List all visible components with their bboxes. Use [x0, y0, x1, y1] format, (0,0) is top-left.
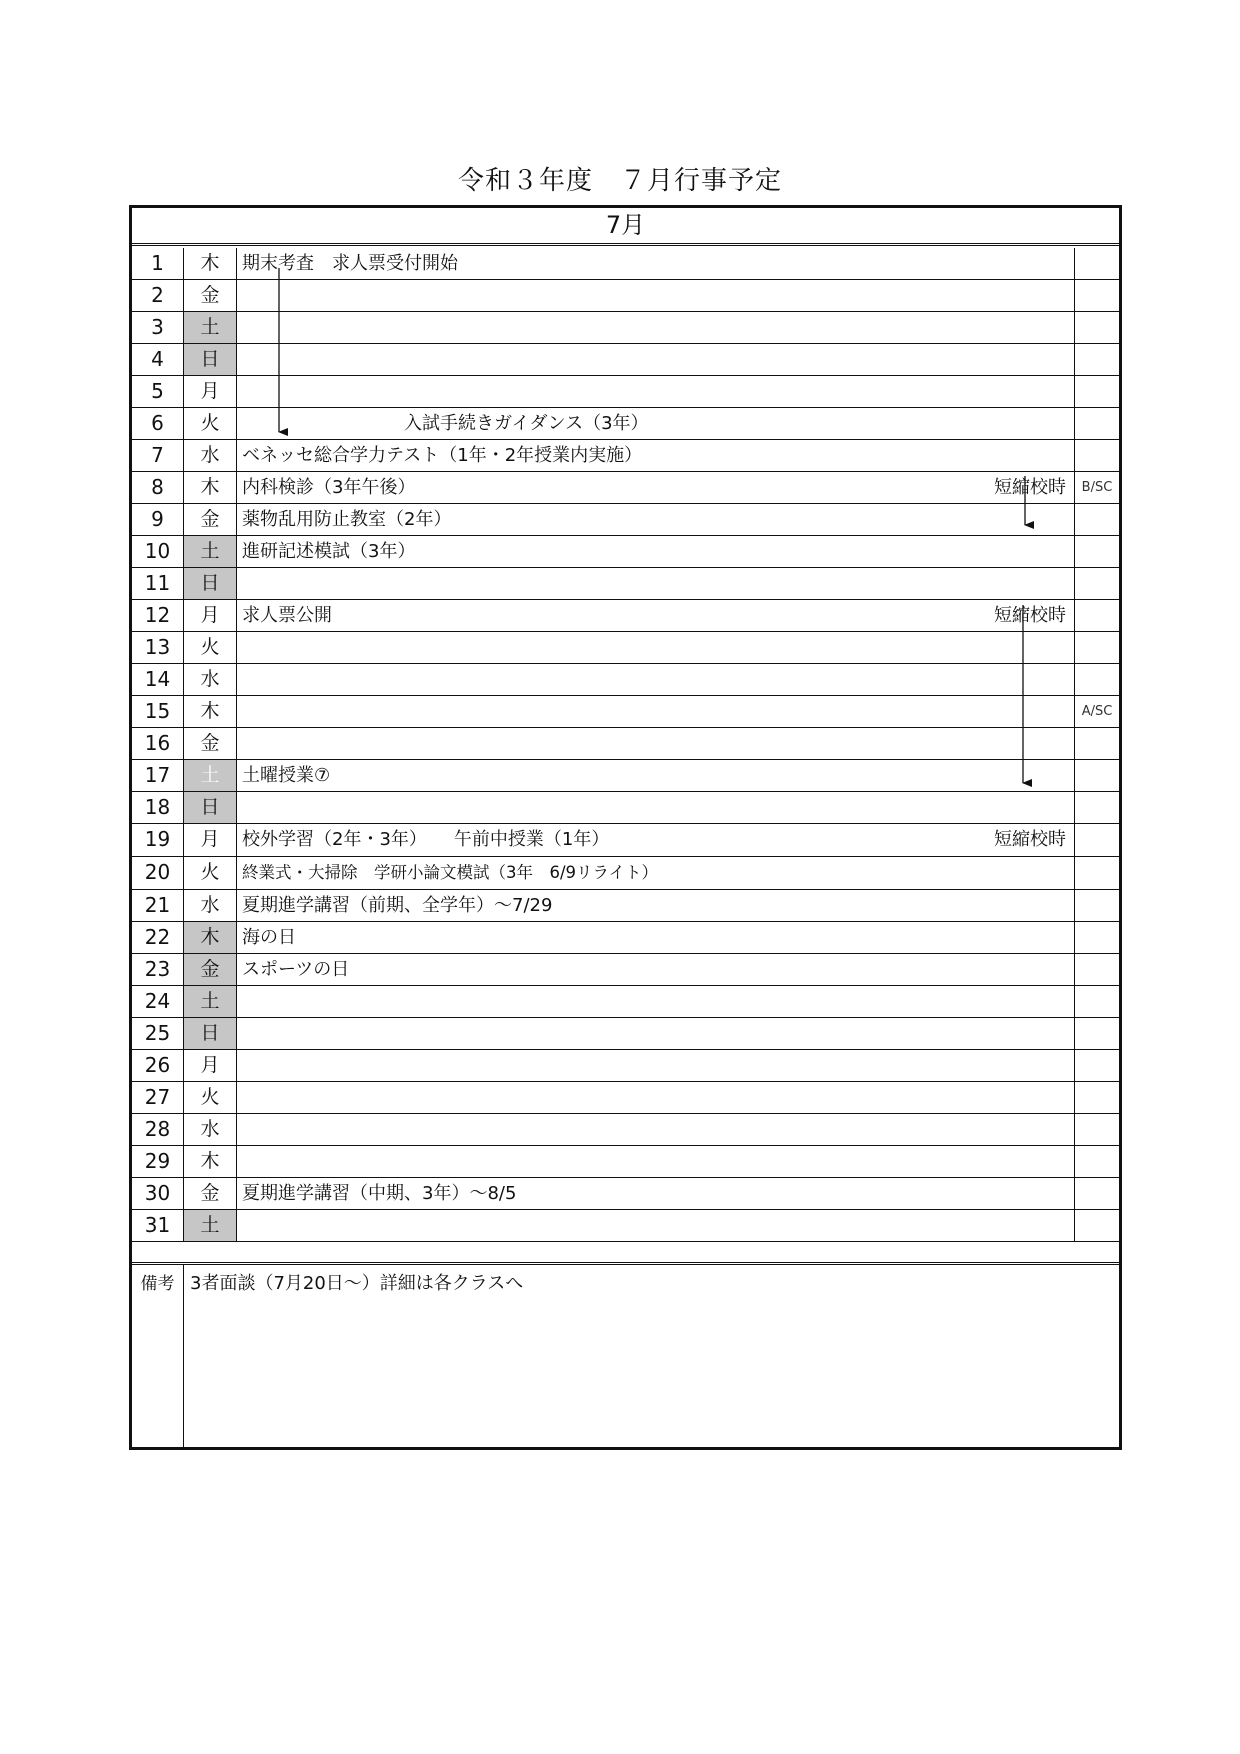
weekday: 水 — [184, 890, 237, 921]
note-cell: B/SC — [1081, 480, 1113, 495]
day-number: 25 — [132, 1018, 184, 1049]
arrow-layer — [132, 208, 1119, 1262]
weekday: 水 — [184, 440, 237, 471]
event-text: 海の日 — [242, 927, 296, 948]
weekday: 土 — [184, 312, 237, 343]
weekday: 木 — [184, 1146, 237, 1177]
event-text: ベネッセ総合学力テスト（1年・2年授業内実施） — [242, 445, 643, 466]
day-number: 23 — [132, 954, 184, 985]
schedule-table — [129, 205, 1122, 1450]
day-number: 14 — [132, 664, 184, 695]
remarks-text: 3者面談（7月20日～）詳細は各クラスへ — [190, 1273, 524, 1294]
weekday: 日 — [184, 344, 237, 375]
weekday: 日 — [184, 1018, 237, 1049]
day-number: 24 — [132, 986, 184, 1017]
day-number: 3 — [132, 312, 184, 343]
weekday: 火 — [184, 632, 237, 663]
shortened-schedule-label: 短縮校時 — [994, 605, 1066, 626]
event-text: 夏期進学講習（中期、3年）～8/5 — [242, 1183, 517, 1204]
day-number: 30 — [132, 1178, 184, 1209]
day-number: 1 — [132, 248, 184, 279]
day-number: 8 — [132, 472, 184, 503]
weekday: 日 — [184, 792, 237, 823]
weekday: 木 — [184, 472, 237, 503]
weekday: 土 — [184, 760, 237, 791]
event-text: スポーツの日 — [242, 959, 350, 980]
day-number: 29 — [132, 1146, 184, 1177]
day-number: 19 — [132, 824, 184, 856]
day-number: 26 — [132, 1050, 184, 1081]
shortened-schedule-label: 短縮校時 — [994, 477, 1066, 498]
month-header: 7月 — [132, 208, 1119, 244]
event-text: 入試手続きガイダンス（3年） — [242, 413, 649, 434]
weekday: 月 — [184, 1050, 237, 1081]
event-text: 薬物乱用防止教室（2年） — [242, 509, 452, 530]
day-number: 9 — [132, 504, 184, 535]
weekday: 金 — [184, 280, 237, 311]
event-text: 期末考査 求人票受付開始 — [242, 253, 458, 274]
weekday: 土 — [184, 986, 237, 1017]
day-number: 17 — [132, 760, 184, 791]
weekday: 土 — [184, 1210, 237, 1241]
document-title: 令和３年度 ７月行事予定 — [457, 166, 782, 196]
day-number: 10 — [132, 536, 184, 567]
day-number: 31 — [132, 1210, 184, 1241]
event-text: 求人票公開 — [242, 605, 332, 626]
weekday: 火 — [184, 1082, 237, 1113]
day-number: 6 — [132, 408, 184, 439]
day-number: 27 — [132, 1082, 184, 1113]
remarks-label: 備考 — [132, 1265, 184, 1450]
event-text: 終業式・大掃除 学研小論文模試（3年 6/9リライト） — [242, 863, 659, 882]
weekday: 金 — [184, 954, 237, 985]
weekday: 月 — [184, 824, 237, 856]
day-number: 11 — [132, 568, 184, 599]
event-text: 校外学習（2年・3年） 午前中授業（1年） — [242, 829, 610, 850]
weekday: 水 — [184, 664, 237, 695]
event-text: 土曜授業⑦ — [242, 765, 331, 786]
day-number: 2 — [132, 280, 184, 311]
weekday: 土 — [184, 536, 237, 567]
day-number: 18 — [132, 792, 184, 823]
day-number: 4 — [132, 344, 184, 375]
weekday: 金 — [184, 1178, 237, 1209]
day-number: 21 — [132, 890, 184, 921]
weekday: 金 — [184, 728, 237, 759]
note-cell: A/SC — [1081, 704, 1113, 719]
remarks-section — [132, 1262, 1119, 1450]
day-number: 7 — [132, 440, 184, 471]
shortened-schedule-label: 短縮校時 — [994, 829, 1066, 850]
weekday: 月 — [184, 600, 237, 631]
day-number: 5 — [132, 376, 184, 407]
day-number: 15 — [132, 696, 184, 727]
day-number: 28 — [132, 1114, 184, 1145]
day-number: 13 — [132, 632, 184, 663]
weekday: 木 — [184, 696, 237, 727]
weekday: 日 — [184, 568, 237, 599]
weekday: 火 — [184, 408, 237, 439]
day-number: 12 — [132, 600, 184, 631]
day-number: 22 — [132, 922, 184, 953]
weekday: 水 — [184, 1114, 237, 1145]
event-text: 夏期進学講習（前期、全学年）～7/29 — [242, 895, 553, 916]
day-number: 20 — [132, 857, 184, 889]
event-text: 進研記述模試（3年） — [242, 541, 416, 562]
weekday: 金 — [184, 504, 237, 535]
weekday: 月 — [184, 376, 237, 407]
event-text: 内科検診（3年午後） — [242, 477, 416, 498]
day-number: 16 — [132, 728, 184, 759]
weekday: 木 — [184, 922, 237, 953]
weekday: 木 — [184, 248, 237, 279]
weekday: 火 — [184, 857, 237, 889]
